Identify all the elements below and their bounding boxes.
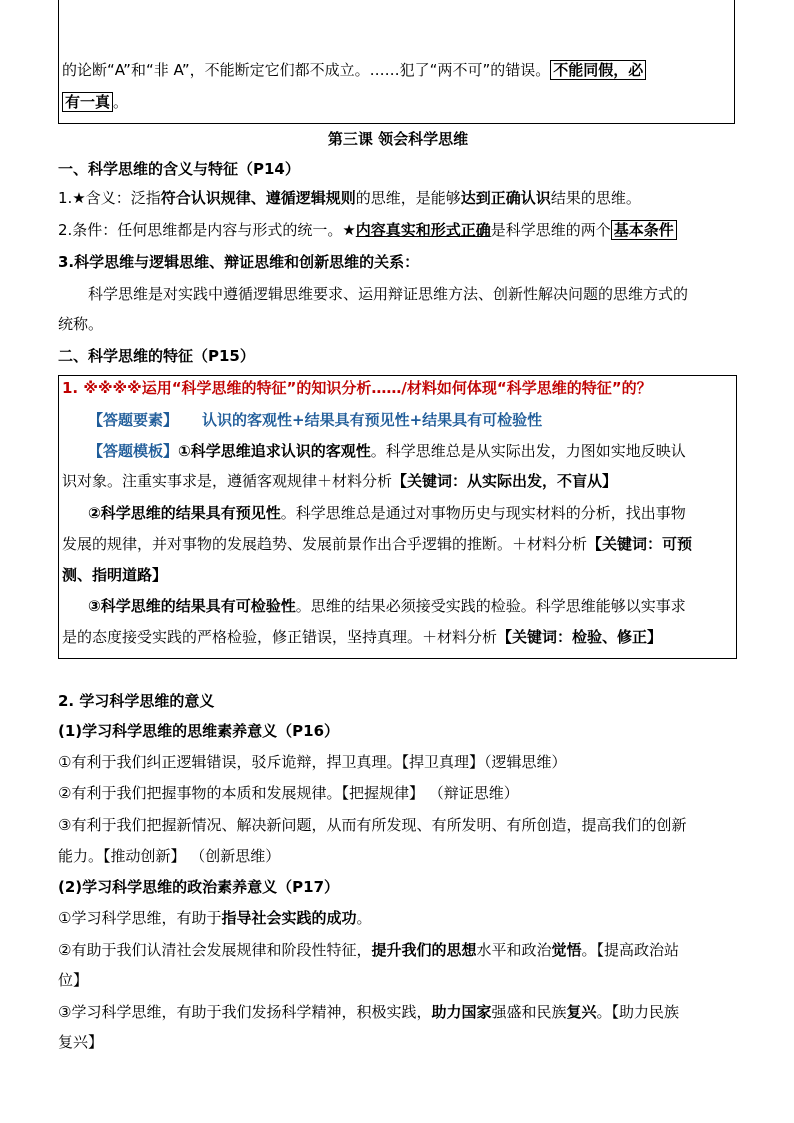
s1-item-1: 1.★含义：泛指符合认识规律、遵循逻辑规则的思维，是能够达到正确认识结果的思维。 (58, 189, 641, 207)
political-1: ①学习科学思维，有助于指导社会实践的成功。 (58, 909, 372, 927)
s1-para-line-2: 统称。 (58, 315, 104, 333)
section-1-heading: 一、科学思维的含义与特征（P14） (58, 160, 300, 178)
s1-item-3: 3.科学思维与逻辑思维、辩证思维和创新思维的关系： (58, 253, 420, 271)
top-line-2: 有一真 。 (62, 91, 128, 113)
template-line-1: 【答题模板】①科学思维追求认识的客观性。科学思维总是从实际出发，力图如实地反映认 (88, 442, 686, 460)
template-line-5: 测、指明道路】 (62, 566, 168, 584)
meaning-1: ①有利于我们纠正逻辑错误，驳斥诡辩，捍卫真理。【捍卫真理】（逻辑思维） (58, 753, 567, 771)
template-line-3: ②科学思维的结果具有预见性。科学思维总是通过对事物历史与现实材料的分析，找出事物 (88, 504, 686, 522)
section-2-heading: 二、科学思维的特征（P15） (58, 347, 255, 365)
political-3-line-2: 复兴】 (58, 1033, 104, 1051)
meaning-3-line-1: ③有利于我们把握新情况、解决新问题，从而有所发现、有所发明、有所创造，提高我们的创新 (58, 816, 687, 834)
question-prompt: 1. ※※※※运用“科学思维的特征”的知识分析……/材料如何体现“科学思维的特征”的？ (62, 379, 652, 397)
meaning-2: ②有利于我们把握事物的本质和发展规律。【把握规律】 （辩证思维） (58, 784, 519, 802)
political-3-line-1: ③学习科学思维，有助于我们发扬科学精神，积极实践，助力国家强盛和民族复兴。【助力民族 (58, 1003, 680, 1021)
s1-para-line-1: 科学思维是对实践中遵循逻辑思维要求、运用辩证思维方法、创新性解决问题的思维方式的 (88, 285, 689, 303)
template-line-2: 识对象。注重实事求是，遵循客观规律＋材料分析【关键词：从实际出发，不盲从】 (62, 472, 618, 490)
section-3-heading: 2. 学习科学思维的意义 (58, 692, 215, 710)
boxed-basic-conditions: 基本条件 (611, 220, 677, 240)
political-2-line-1: ②有助于我们认清社会发展规律和阶段性特征，提升我们的思想水平和政治觉悟。【提高政治站 (58, 941, 680, 959)
boxed-answer-2: 有一真 (62, 92, 113, 112)
subsection-1: (1)学习科学思维的思维素养意义（P16） (58, 722, 340, 740)
meaning-3-line-2: 能力。【推动创新】 （创新思维） (58, 847, 281, 865)
answer-elements: 【答题要素】 认识的客观性+结果具有预见性+结果具有可检验性 (88, 411, 543, 429)
subsection-2: (2)学习科学思维的政治素养意义（P17） (58, 878, 340, 896)
lesson-title: 第三课 领会科学思维 (327, 130, 469, 148)
s1-item-2: 2.条件：任何思维都是内容与形式的统一。★内容真实和形式正确是科学思维的两个 基本条件 (58, 219, 677, 241)
template-line-7: 是的态度接受实践的严格检验，修正错误，坚持真理。＋材料分析【关键词：检验、修正】 (62, 628, 663, 646)
top-line-1 (62, 59, 646, 81)
template-line-4: 发展的规律，并对事物的发展趋势、发展前景作出合乎逻辑的推断。＋材料分析【关键词：可预 (62, 535, 693, 553)
political-2-line-2: 位】 (58, 971, 89, 989)
boxed-answer-1: 不能同假，必 (550, 60, 646, 80)
top-text: 的论断“A”和“非 A”，不能断定它们都不成立。……犯了“两不可”的错误。 (62, 61, 551, 79)
template-line-6: ③科学思维的结果具有可检验性。思维的结果必须接受实践的检验。科学思维能够以实事求 (88, 597, 686, 615)
